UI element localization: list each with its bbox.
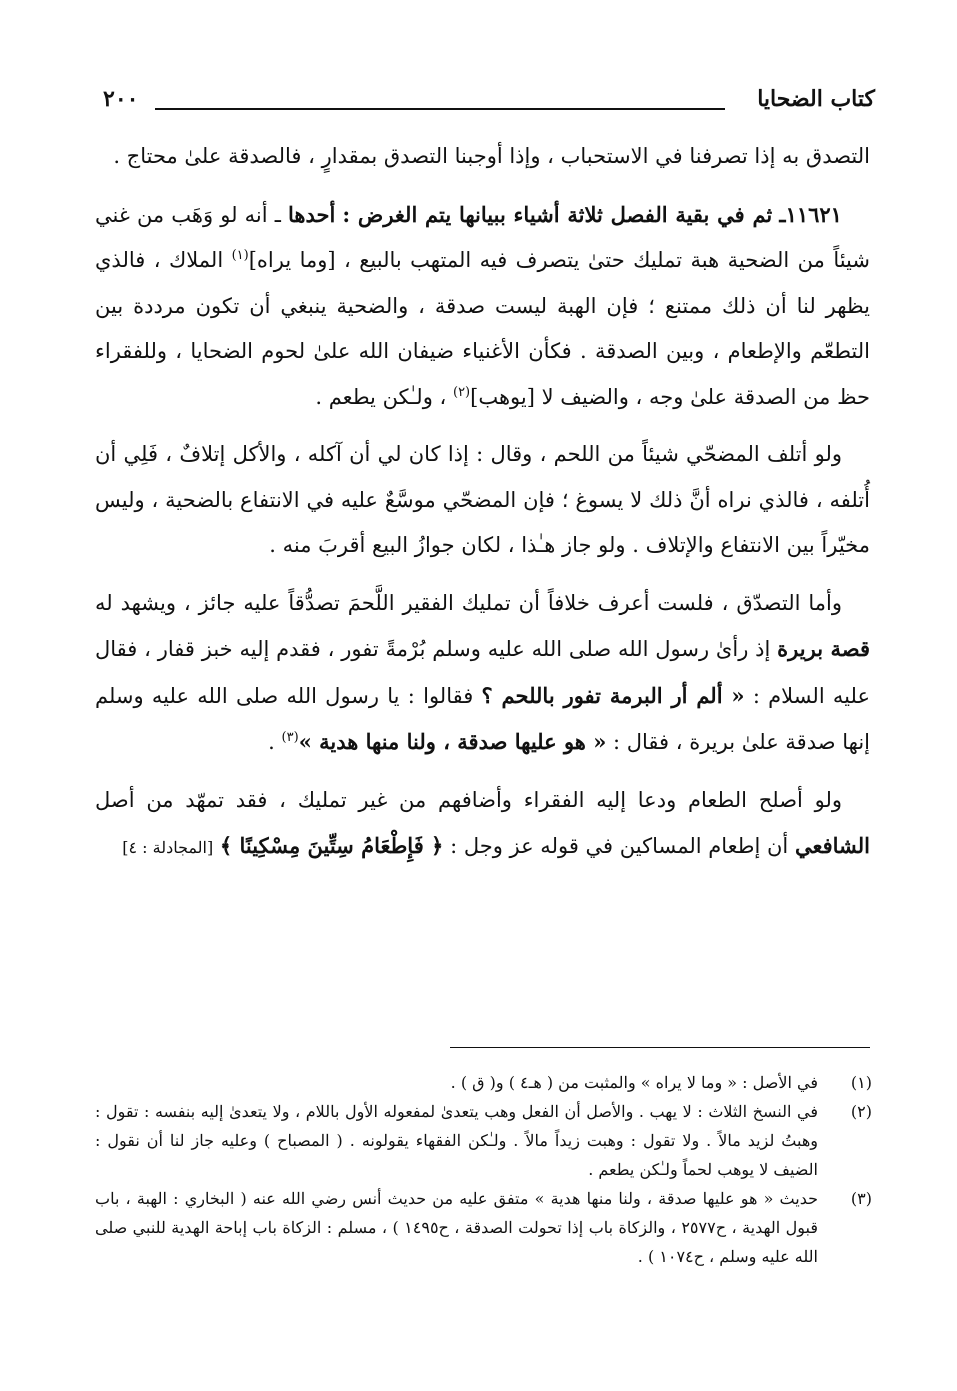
hadith-quote-1: « ألم أر البرمة تفور باللحم ؟ xyxy=(481,682,745,708)
paragraph-text: فقالوا : يا رسول الله صلى الله عليه وسلم إنها صدقة علىٰ بريرة ، فقال : xyxy=(95,683,870,754)
paragraph-charity xyxy=(95,581,870,766)
book-title: كتاب الضحايا xyxy=(757,86,875,112)
scholar-name: الشافعي xyxy=(794,833,870,858)
footnote-number: (١) xyxy=(850,1073,872,1092)
paragraph-text: ولو أصلح الطعام ودعا إليه الفقراء وأضافهم من غير تمليك ، فقد تمهّد من أصل xyxy=(95,787,842,812)
paragraph-text: أن إطعام المساكين في قوله عز وجل : xyxy=(450,834,789,858)
footnote-text: حديث « هو عليها صدقة ، ولنا منها هدية » متفق عليه من حديث أنس رضي الله عنه ( البخاري : الهبة ، باب قبول الهدية ، ح٢٥٧٧ ، والزكاة باب إذا تحولت الصدقة ، ح١٤٩٥ ) ، مسلم : الزكاة باب إباحة الهدية للنبي صلى الله عليه وسلم ، ح١٠٧٤ ) . xyxy=(95,1189,819,1266)
footnote-text: في الأصل : « وما لا يراه » والمثبت من ( هـ٤ ) و( ق ) . xyxy=(450,1073,818,1092)
paragraph-text: ـ أنه لو وَهَب من غني شيئاً من الضحية هبة تمليك حتىٰ يتصرف فيه المتهب بالبيع ، [وما يراه] xyxy=(95,202,870,272)
hadith-quote-2: « هو عليها صدقة ، ولنا منها هدية » xyxy=(298,729,607,754)
running-header xyxy=(95,86,875,126)
footnote-1 xyxy=(95,1068,876,1097)
footnote-3 xyxy=(95,1184,876,1271)
paragraph-11621 xyxy=(95,192,870,421)
story-reference: قصة بريرة xyxy=(777,636,870,661)
footnotes xyxy=(95,1068,876,1271)
footnote-separator xyxy=(450,1047,870,1048)
quran-verse: ﴿ فَإِطْعَامُ سِتِّينَ مِسْكِينًا ﴾ xyxy=(219,833,444,858)
paragraph-number: ١١٦٢١ـ xyxy=(779,201,842,227)
paragraph-end: . xyxy=(268,730,275,754)
main-text xyxy=(95,134,870,871)
paragraph-text: إذ رأىٰ رسول الله صلى الله عليه وسلم بُرْمةً تفور ، فقدم إليه خبز قفار ، فقال عليه السلام : xyxy=(95,637,870,708)
page-number: ٢٠٠ xyxy=(103,86,139,112)
footnote-text: في النسخ الثلاث : لا يهب . والأصل أن الفعل وهب يتعدىٰ لمفعوله الأول باللام ، ولا يتعدىٰ إليه بنفسه : تقول : وهبتُ لزيد مالاً . ولا تقول : وهبت زيداً مالاً . ولـٰكن الفقهاء يقولونه . ( المصباح ) وعليه جاز لنا أن نقول : الضيف لا يوهب لحماً ولـٰكن يطعم . xyxy=(95,1102,819,1179)
first-point-label: أحدها xyxy=(287,201,336,227)
paragraph-text: الملاك ، فالذي يظهر لنا أن ذلك ممتنع ؛ فإن الهبة ليست صدقة ، والضحية ينبغي أن تكون مرددة بين التطعّم والإطعام ، وبين الصدقة . فكأن الأغنياء ضيفان الله علىٰ لحوم الضحايا ، وللفقراء حظ من الصدقة علىٰ وجه ، والضيف لا [يوهب] xyxy=(95,248,870,409)
paragraph-text: وأما التصدّق ، فلست أعرف خلافاً أن تمليك الفقير اللَّحمَ تصدُّقاً عليه جائز ، ويشهد له xyxy=(95,590,842,615)
paragraph-continuation: التصدق به إذا تصرفنا في الاستحباب ، وإذا أوجبنا التصدق بمقدارٍ ، فالصدقة علىٰ محتاج . xyxy=(113,144,870,168)
paragraph-destroying-meat: ولو أتلف المضحّي شيئاً من اللحم ، وقال : إذا كان لي أن آكله ، والأكل إتلافٌ ، فَلِي أن أُتلفه ، فالذي نراه أنَّ ذلك لا يسوغ ؛ فإن المضحّي موسَّعٌ عليه في الانتفاع بالضحية ، وليس مخيّراً بين الانتفاع والإتلاف . ولو جاز هـٰذا ، لكان جوازُ البيع أقربَ منه . xyxy=(95,442,870,557)
footnote-2 xyxy=(95,1097,876,1184)
footnote-number: (٣) xyxy=(850,1189,872,1208)
footnote-ref-1[interactable]: (١) xyxy=(231,248,249,263)
paragraph-text: ، ولـٰكن يطعم . xyxy=(315,384,447,409)
header-rule xyxy=(155,108,725,110)
verse-reference: [المجادلة : ٤] xyxy=(122,838,214,857)
footnote-ref-2[interactable]: (٢) xyxy=(452,384,471,400)
paragraph-feeding-poor xyxy=(95,778,870,871)
footnote-number: (٢) xyxy=(850,1102,872,1121)
footnote-ref-3[interactable]: (٣) xyxy=(281,730,299,745)
paragraph-lead: ثم في بقية الفصل ثلاثة أشياء ببيانها يتم الغرض : xyxy=(342,201,773,227)
